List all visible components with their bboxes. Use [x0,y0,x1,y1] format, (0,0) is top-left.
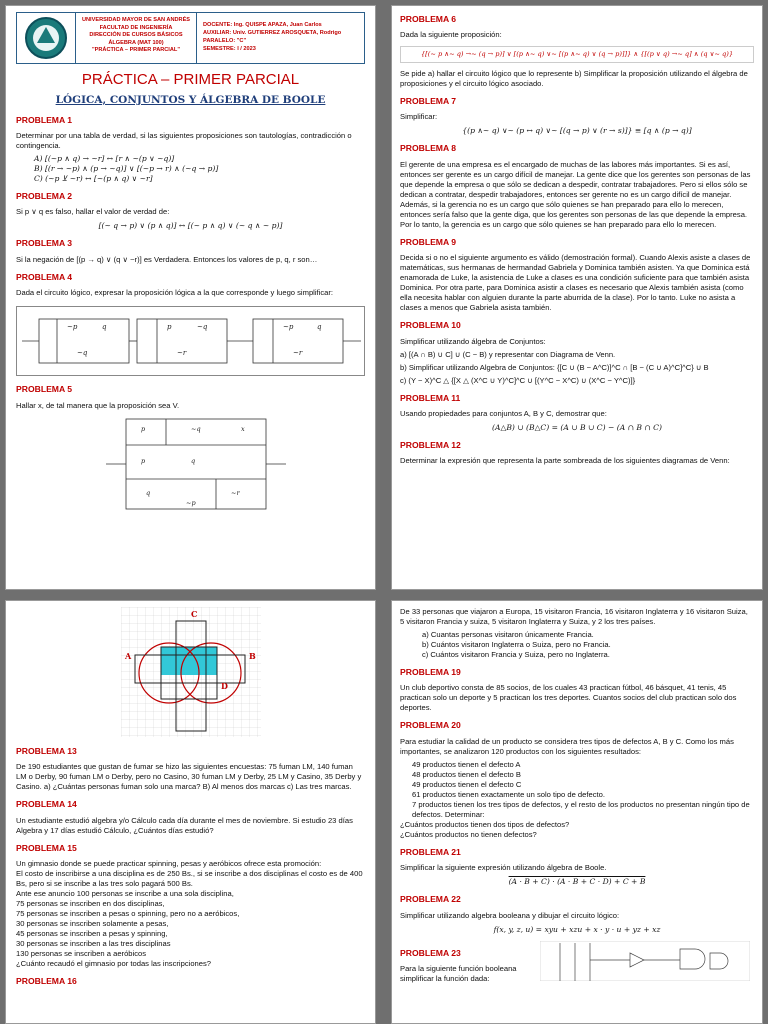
problem-text: Se pide a) hallar el circuito lógico que lo represente b) Simplificar la proposición utilizando el álgebra de proposiciones y el circuito lógico asociado. [400,69,748,89]
university-logo [17,13,75,63]
formula: c) (Y − X)^C △ {[X △ (X^C ∪ Y)^C]^C ∪ [(Y^C − X^C) ∪ (X^C − Y^C)]} [400,375,636,385]
header [16,12,365,64]
switch-circuit-figure [16,415,365,518]
question: a) Cuantas personas visitaron únicamente Francia. [422,630,594,640]
problem-text-lines [16,859,365,969]
svg-text:q: q [191,456,196,465]
svg-text:~r: ~r [231,488,240,497]
problem-text: Usando propiedades para conjuntos A, B y C, demostrar que: [400,409,607,419]
problem-text: Simplificar utilizando álgebra de Conjuntos: [400,336,546,346]
line: 30 personas se inscriben solamente a pesas, [16,919,169,929]
logic-gate-figure [540,941,750,987]
formula: b) Simplificar utilizando Algebra de Conjuntos: {[C ∪ (B − A^C)]^C ∩ [B − (C ∪ A)^C]^C} ∪ B [400,362,709,372]
problem-title: PROBLEMA 8 [400,143,457,154]
course-info [197,18,364,57]
problem-title: PROBLEMA 16 [16,976,77,987]
line: Un gimnasio donde se puede practicar spinning, pesas y aeróbicos ofrece esta promoción: [16,859,322,869]
formula: (A△B) ∪ (B△C) = (A ∪ B ∪ C) − (A ∩ B ∩ C) [492,423,662,433]
line: 49 productos tienen el defecto A [412,759,521,769]
problem-title: PROBLEMA 2 [16,191,73,202]
problem-title: PROBLEMA 15 [16,842,77,853]
line: 49 productos tienen el defecto C [412,779,522,789]
page-3 [5,600,376,1024]
info-line: SEMESTRE: I / 2023 [203,45,256,52]
problem-title: PROBLEMA 22 [400,894,461,905]
problem-title: PROBLEMA 20 [400,720,461,731]
problem-text: Un estudiante estudió algebra y/o Cálculo cada día durante el mes de noviembre. Si estudio 23 días Algebra y 17 días estudió Cálculo, ¿Cuántos días estudió? [16,815,353,835]
problem-text: Un club deportivo consta de 85 socios, de los cuales 43 practican fútbol, 46 básquet, 41 tenis, 45 practican solo un deporte y 5 practican los tres deportes. Cuantos socios del club practican solo dos deportes. [400,683,737,713]
problem-title: PROBLEMA 19 [400,667,461,678]
svg-text:p: p [167,323,172,332]
formula: B) [(r → ~p) ∧ (p → ~q)] ∨ [(~p → r) ∧ (~q → p)] [34,164,219,174]
problem-title: PROBLEMA 1 [16,114,73,125]
formula: a) [(A ∩ B) ∪ C] ∪ (C − B) y representar con Diagrama de Venn. [400,349,616,359]
formula: {(p ∧~ q) ∨~ (p ↔ q) ∨~ [(q → p) ∨ (r → s)]} ≡ [q ∧ (p → q)] [462,126,692,136]
problem-title: PROBLEMA 13 [16,746,77,756]
line: ¿Cuánto recaudó el gimnasio por todas las inscripciones? [16,959,212,969]
problem-title: PROBLEMA 21 [400,846,461,857]
svg-text:~p: ~p [186,498,196,507]
line: 7 productos tienen los tres tipos de defectos, y el resto de los productos no presentan ningún tipo de defectos. Determinar: [412,799,750,819]
problem-text: Simplificar utilizando algebra booleana y dibujar el circuito lógico: [400,910,620,920]
svg-text:~p: ~p [283,323,294,332]
problem-text: De 33 personas que viajaron a Europa, 15 visitaron Francia, 16 visitaron Inglaterra y 16 visitaron Suiza, 5 visitaron Francia y suiza, 5 visitaron Inglaterra y Suiza, y 2 los tres países. [400,607,748,627]
svg-text:~r: ~r [177,349,187,358]
formula: [(~ q → p) ∨ (p ∧ q)] ↔ [(~ p ∧ q) ∨ (~ q ∧ ~ p)] [98,221,283,231]
line: Ante ese anuncio 100 personas se inscribe a una sola disciplina, [16,889,234,899]
line: 48 productos tienen el defecto B [412,769,521,779]
svg-text:~q: ~q [191,424,201,433]
problem-title: PROBLEMA 9 [400,236,457,247]
problem-title: PROBLEMA 4 [16,271,73,282]
line: 61 productos tienen exactamente un solo tipo de defecto. [412,789,605,799]
problem-text: Si p ∨ q es falso, hallar el valor de verdad de: [16,207,170,217]
problem-text: Si la negación de [(p → q) ∨ (q ∨ ~r)] es Verdadera. Entonces los valores de p, q, r son… [16,254,318,264]
problem-title: PROBLEMA 23 [400,947,461,958]
uni-line: "PRÁCTICA – PRIMER PARCIAL" [92,47,180,54]
problem-text: Dada la siguiente proposición: [400,30,502,40]
question: c) Cuántos visitaron Francia y Suiza, pero no Inglaterra. [422,650,610,660]
svg-text:x: x [241,424,245,433]
svg-text:q: q [102,323,107,332]
line: 130 personas se inscriben a aeróbicos [16,949,147,959]
uni-line: FACULTAD DE INGENIERÍA [99,24,173,31]
problem-title: PROBLEMA 6 [400,14,457,24]
formula: (A · B + C) · (A · B + C · D) + C + B [508,877,646,887]
svg-text:~q: ~q [197,323,208,332]
formula: f(x, y, z, u) = xyu + xzu + x · y · u + yz + xz [493,924,661,934]
problem-text: Para estudiar la calidad de un producto se considera tres tipos de defectos A, B y C. Como los más importantes, se analizaron 120 productos con los siguientes resultados: [400,736,734,756]
formula: C) (~p ⊻ ~r) ↔ [~(p ∧ q) ∨ ~r] [34,174,153,184]
line: El costo de inscribirse a una disciplina es de 250 Bs., si se inscribe a dos disciplinas el costo es de 400 Bs, pero si se inscribe a las tres solo pagará 500 Bs. [16,869,363,889]
venn-label: D [220,681,228,691]
uni-line: DIRECCIÓN DE CURSOS BÁSICOS [89,32,183,39]
uni-line: UNIVERSIDAD MAYOR DE SAN ANDRÉS [81,17,191,23]
problem-text: De 190 estudiantes que gustan de fumar se hizo las siguientes encuestas: 75 fuman LM, 140 fuman LM o Derby, 90 fuman LM o Derby, pero no Casino, 30 fuman LM y Derby, 25 LM y Casino, 35 Derby y Casino. a) ¿Cuántas personas fuman solo una marca? B) Al menos dos marcas c) Las tres marcas. [16,762,362,792]
university-block [75,13,197,63]
line: 75 personas se inscriben en dos disciplinas, [16,899,165,909]
problem-title: PROBLEMA 3 [16,238,73,249]
venn-diagram [16,607,365,739]
svg-text:q: q [317,323,322,332]
svg-text:p: p [141,424,146,433]
page-subtitle: LÓGICA, CONJUNTOS Y ÁLGEBRA DE BOOLE [55,93,326,106]
problem-title: PROBLEMA 7 [400,96,457,107]
problem-title: PROBLEMA 12 [400,440,461,451]
question: ¿Cuántos productos tienen dos tipos de defectos? [400,819,570,829]
page-title: PRÁCTICA – PRIMER PARCIAL [81,71,300,88]
problem-text: Decida si o no el siguiente argumento es válido (demostración formal). Cuando Alexis asiste a clases de matemáticas, sus hermanas de hermandad Gabriela y Dominica también asisten. Ya que Dominica está enamorada de Luke, la asistencia de Luke a clases es una condición suficiente para que también asista Dominica. Por otra parte, para Dominica asistir a clases es necesario que Alexis también asista (como ella necesita hablar con alguien durante la parte aburrida de la clase). Por lo tanto. Luke no asista a clases a menos que Gabriela asista también. [400,253,751,313]
problem-text: Simplificar la siguiente expresión utilizando álgebra de Boole. [400,863,607,873]
problem-text: Determinar la expresión que representa la parte sombreada de los siguientes diagramas de Venn: [400,456,730,466]
problem-text: Determinar por una tabla de verdad, si las siguientes proposiciones son tautologías, contradicción o contingencia. [16,131,352,151]
problem-title: PROBLEMA 11 [400,392,461,403]
venn-label: A [124,651,131,661]
question: b) Cuántos visitaron Inglaterra o Suiza, pero no Francia. [422,640,611,650]
formula: A) [(~p ∧ q) → ~r] ↔ [r ∧ ~(p ∨ ~q)] [34,154,175,164]
question: ¿Cuántos productos no tienen defectos? [400,829,537,839]
svg-text:~p: ~p [67,323,78,332]
svg-text:p: p [141,456,146,465]
line: 30 personas se inscriben a las tres disciplinas [16,939,171,949]
problem-text: El gerente de una empresa es el encargado de muchas de las labores más importantes. Si es así, entonces ser gerente es un cargo difícil de manejar. La gente dice que los gerentes son personas de las que depende la empresa o que sólo se dedican a despedir, contratar trabajadores. Pero si ellos sólo se dedican a contratar, despedir trabajadores, entonces ser gerente no es un cargo difícil de manejar. Además, si la gerencia no es un cargo que sólo quienes se han preparado para ello lo merecen, entonces sería falso que la gente diga, que los gerentes son personas de las que depende la empresa. Por lo tanto, la gerencia es un cargo que sólo quienes se han preparado para ello lo merecen. [400,159,751,229]
line: 45 personas se inscriben a pesas y spinning, [16,929,168,939]
svg-text:~r: ~r [293,349,303,358]
svg-text:~q: ~q [77,349,88,358]
problem-text: Hallar x, de tal manera que la proposición sea V. [16,400,180,410]
info-line: AUXILIAR: Univ. GUTIERREZ AROSQUETA, Rodrigo [203,30,342,37]
line: 75 personas se inscriben a pesas o spinning, pero no a aeróbicos, [16,909,240,919]
problem-text: Para la siguiente función booleana simplificar la función dada: [400,964,517,984]
info-line: DOCENTE: Ing. QUISPE APAZA, Juan Carlos [203,22,322,29]
info-line: PARALELO: "C" [203,38,247,44]
page-2 [391,5,763,590]
svg-text:q: q [146,488,151,497]
problem-title: PROBLEMA 14 [16,799,77,810]
problem-title: PROBLEMA 10 [400,320,461,331]
logic-circuit-figure [16,306,365,376]
problem-text: Dada el circuito lógico, expresar la proposición lógica a la que corresponde y luego simplificar: [16,288,333,298]
venn-label: B [248,651,256,661]
page-4 [391,600,763,1024]
venn-label: C [190,609,197,619]
uni-line: ÁLGEBRA (MAT 100) [108,39,164,46]
page-1 [5,5,376,590]
problem-title: PROBLEMA 5 [16,384,73,395]
problem-text: Simplificar: [400,112,438,122]
formula-box: {[(~ p ∧~ q) →~ (q → p)] ∨ [(p ∧~ q) ∨~ [(p ∧~ q) ∨ (q → p)]]} ∧ {[(p ∨ q) →~ q] ∧ (q ∨~ q)} [400,46,754,63]
